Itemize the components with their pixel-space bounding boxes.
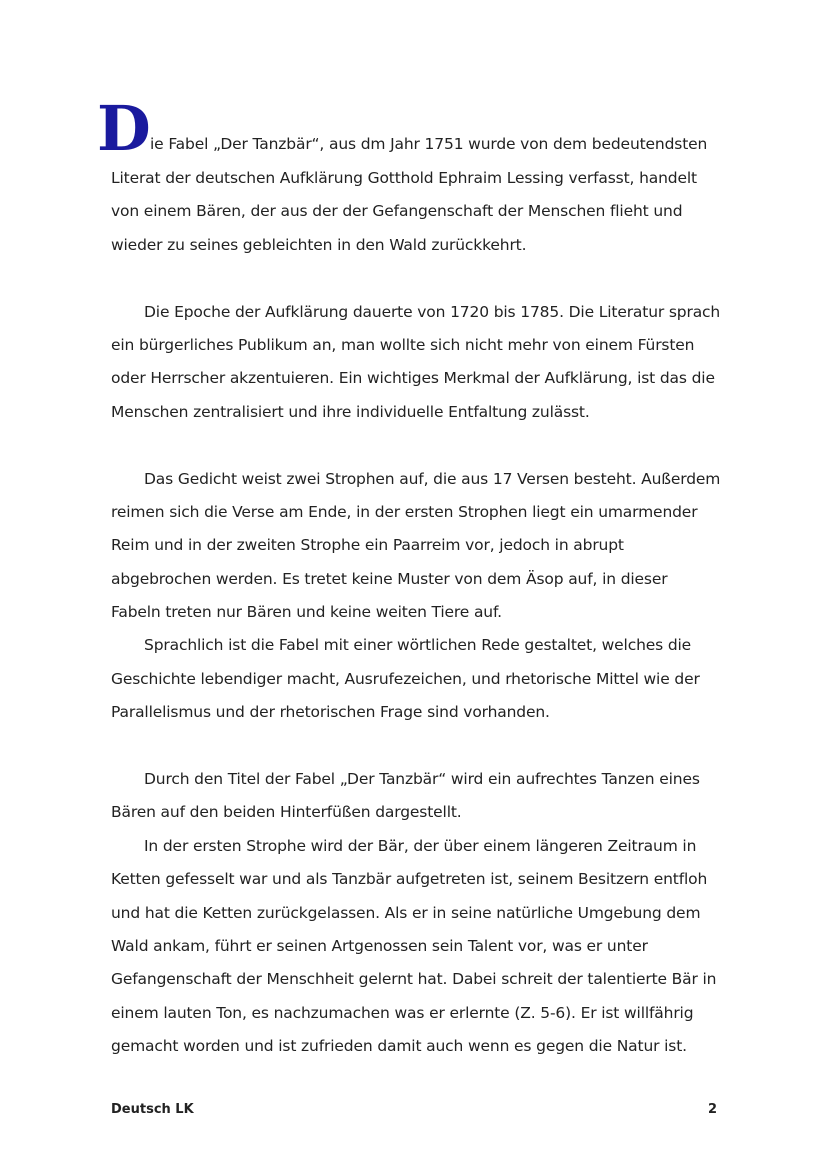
text-line: Reim und in der zweiten Strophe ein Paarreim vor, jedoch in abrupt: [111, 536, 624, 555]
text-line: Durch den Titel der Fabel „Der Tanzbär“ wird ein aufrechtes Tanzen eines: [144, 770, 700, 789]
text-line: Fabeln treten nur Bären und keine weiten Tiere auf.: [111, 603, 502, 622]
intro-first-line-text: ie Fabel „Der Tanzbär“, aus dm Jahr 1751 wurde von dem bedeutendsten: [150, 135, 708, 153]
text-line: Gefangenschaft der Menschheit gelernt hat. Dabei schreit der talentierte Bär in: [111, 970, 717, 989]
paragraph-gap: [111, 429, 721, 462]
intro-first-line: [97, 92, 721, 165]
text-line: Literat der deutschen Aufklärung Gotthold Ephraim Lessing verfasst, handelt: [111, 169, 697, 187]
text-line: gemacht worden und ist zufrieden damit auch wenn es gegen die Natur ist.: [111, 1037, 687, 1056]
text-line: Menschen zentralisiert und ihre individuelle Entfaltung zulässt.: [111, 402, 590, 421]
footer-course-label: Deutsch LK: [111, 1102, 194, 1117]
text-line: Geschichte lebendiger macht, Ausrufezeichen, und rhetorische Mittel wie der: [111, 669, 700, 688]
page-number: 2: [707, 1102, 717, 1117]
text-line: einem lauten Ton, es nachzumachen was er erlernte (Z. 5-6). Er ist willfährig: [111, 1003, 694, 1022]
text-line: reimen sich die Verse am Ende, in der ersten Strophen liegt ein umarmender: [111, 502, 698, 521]
text-line: von einem Bären, der aus der der Gefangenschaft der Menschen flieht und: [111, 202, 683, 221]
text-line: Sprachlich ist die Fabel mit einer wörtlichen Rede gestaltet, welches die: [144, 636, 692, 655]
text-line: ein bürgerliches Publikum an, man wollte sich nicht mehr von einem Fürsten: [111, 335, 695, 354]
paragraph-gap: [111, 262, 721, 295]
text-line: Wald ankam, führt er seinen Artgenossen sein Talent vor, was er unter: [111, 936, 648, 955]
page-footer: [111, 1102, 717, 1117]
text-line: oder Herrscher akzentuieren. Ein wichtiges Merkmal der Aufklärung, ist das die: [111, 369, 715, 388]
text-line: Die Epoche der Aufklärung dauerte von 1720 bis 1785. Die Literatur sprach: [144, 302, 721, 321]
text-line: In der ersten Strophe wird der Bär, der über einem längeren Zeitraum in: [144, 836, 697, 855]
text-line: Ketten gefesselt war und als Tanzbär aufgetreten ist, seinem Besitzern entfloh: [111, 870, 708, 889]
text-line: Das Gedicht weist zwei Strophen auf, die aus 17 Versen besteht. Außerdem: [144, 469, 721, 488]
paragraph-gap: [111, 730, 721, 763]
drop-cap: D: [97, 92, 151, 165]
text-line: abgebrochen werden. Es tretet keine Muster von dem Äsop auf, in dieser: [111, 569, 668, 588]
text-line: wieder zu seines gebleichten in den Wald zurückkehrt.: [111, 235, 527, 254]
text-line: Bären auf den beiden Hinterfüßen dargestellt.: [111, 803, 462, 822]
text-line: Parallelismus und der rhetorischen Frage sind vorhanden.: [111, 703, 550, 722]
body-text: [97, 92, 721, 1064]
text-line: und hat die Ketten zurückgelassen. Als er in seine natürliche Umgebung dem: [111, 903, 701, 922]
